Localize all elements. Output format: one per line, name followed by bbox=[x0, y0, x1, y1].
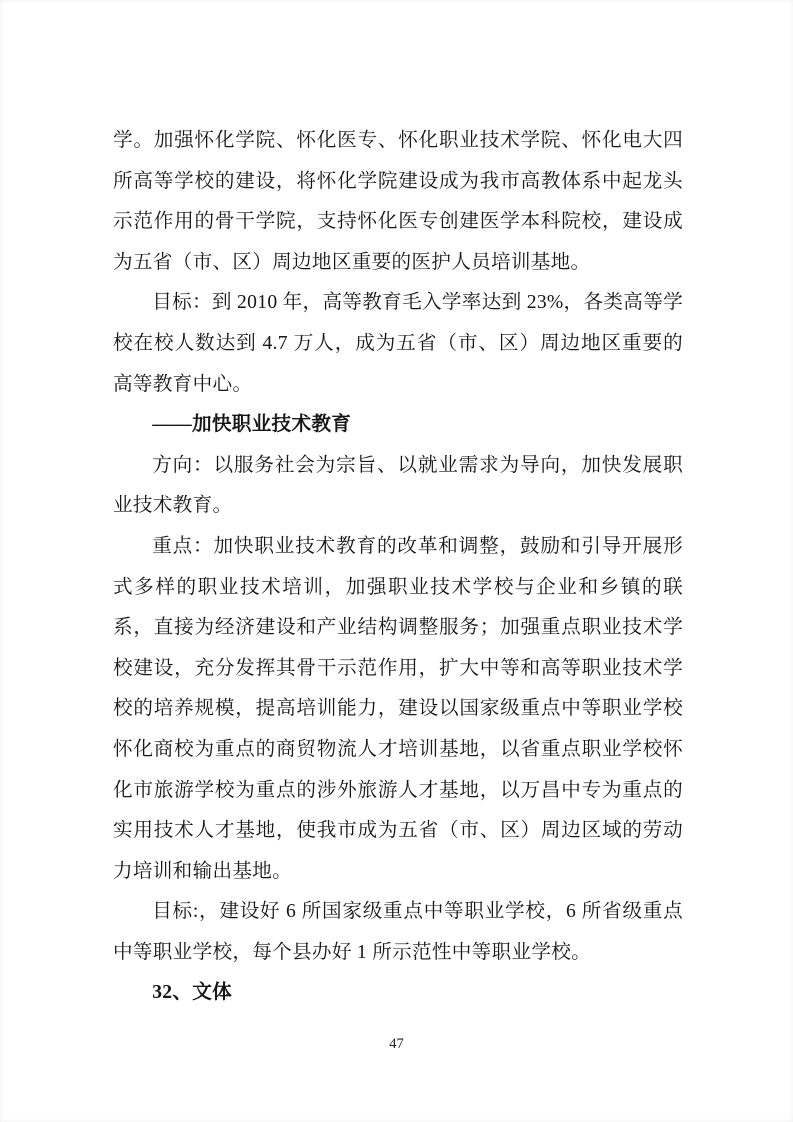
heading-accelerate-vocational-education: ——加快职业技术教育 bbox=[152, 414, 352, 436]
paragraph-direction-vocational: 方向：以服务社会为宗旨、以就业需求为导向，加快发展职业技术教育。 bbox=[113, 454, 683, 517]
document-body bbox=[113, 121, 683, 1014]
paragraph-higher-education-continued: 学。加强怀化学院、怀化医专、怀化职业技术学院、怀化电大四所高等学校的建设，将怀化学院建设成为我市高教体系中起龙头示范作用的骨干学院，支持怀化医专创建医学本科院校，建设成为五省（市、区）周边地区重要的医护人员培训基地。 bbox=[113, 130, 683, 273]
heading-section-32-culture-sports: 32、文体 bbox=[152, 982, 233, 1004]
paragraph-key-points-vocational: 重点：加快职业技术教育的改革和调整，鼓励和引导开展形式多样的职业技术培训，加强职业技术学校与企业和乡镇的联系，直接为经济建设和产业结构调整服务；加强重点职业技术学校建设，充分发挥其骨干示范作用，扩大中等和高等职业技术学校的培养规模，提高培训能力，建设以国家级重点中等职业学校怀化商校为重点的商贸物流人才培训基地，以省重点职业学校怀化市旅游学校为重点的涉外旅游人才基地，以万昌中专为重点的实用技术人才基地，使我市成为五省（市、区）周边区域的劳动力培训和输出基地。 bbox=[113, 535, 683, 882]
paragraph-goal-vocational: 目标:，建设好 6 所国家级重点中等职业学校，6 所省级重点中等职业学校，每个县办好 1 所示范性中等职业学校。 bbox=[113, 901, 683, 963]
page-number: 47 bbox=[389, 1036, 404, 1052]
paragraph-goal-higher-education: 目标：到 2010 年，高等教育毛入学率达到 23%，各类高等学校在校人数达到 4.7 万人，成为五省（市、区）周边地区重要的高等教育中心。 bbox=[113, 292, 683, 395]
